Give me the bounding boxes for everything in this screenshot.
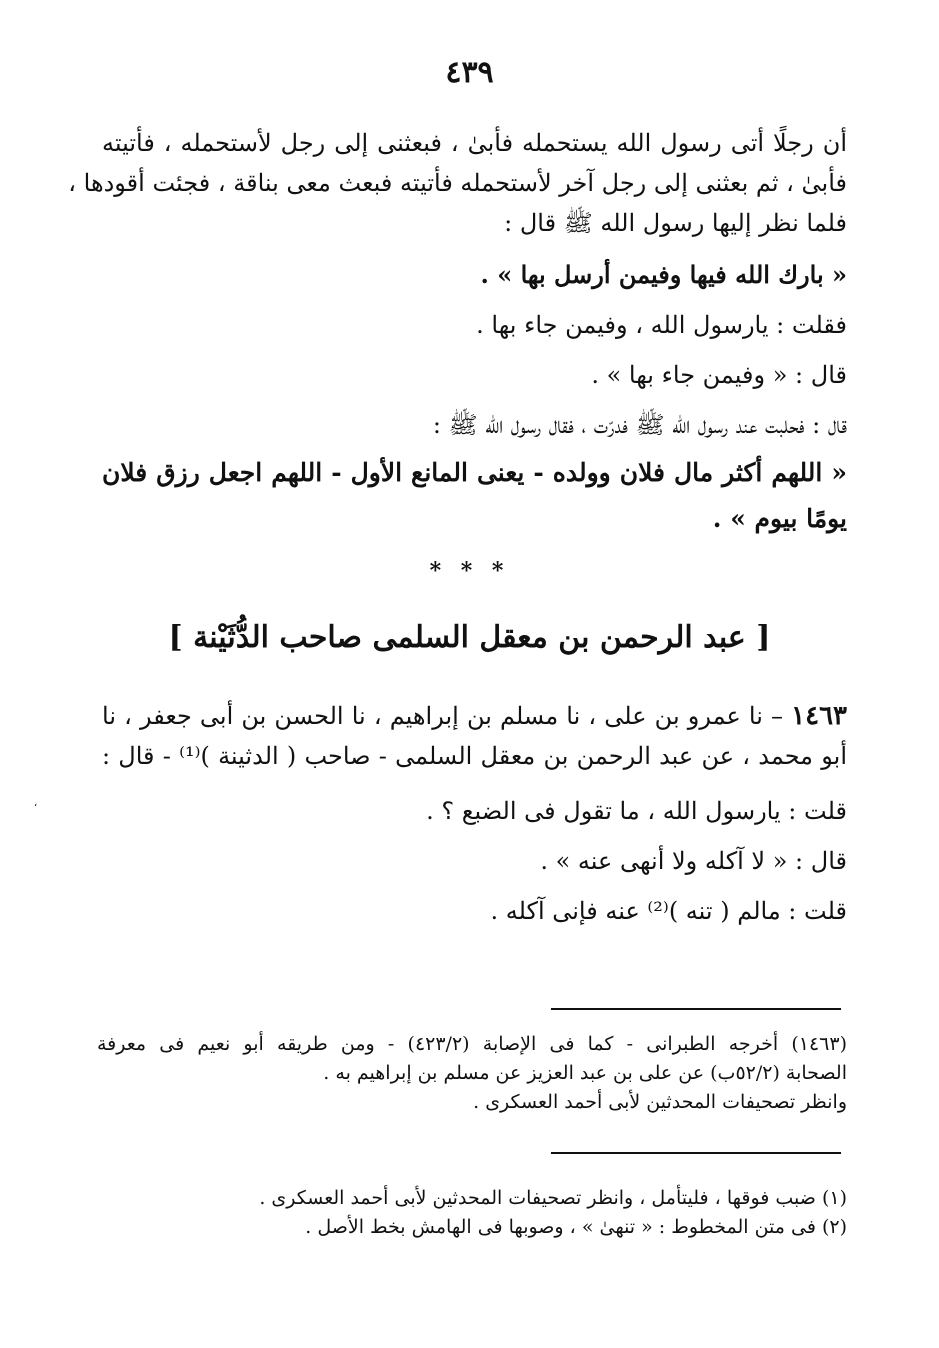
text-line: « اللهم أكثر مال فلان وولده - يعنى المانع الأول - اللهم اجعل رزق فلان bbox=[102, 458, 847, 487]
margin-mark: ، bbox=[34, 798, 38, 809]
isnad-text: – نا عمرو بن على ، نا مسلم بن إبراهيم ، نا الحسن بن أبى جعفر ، نا bbox=[102, 702, 784, 730]
footnote-line: وانظر تصحيفات المحدثين لأبى أحمد العسكرى . bbox=[473, 1091, 847, 1113]
dialogue-block bbox=[102, 250, 847, 450]
footnote-line: (١) ضبب فوقها ، فليتأمل ، وانظر تصحيفات المحدثين لأبى أحمد العسكرى . bbox=[259, 1187, 847, 1209]
prophet-saying: « بارك الله فيها وفيمن أرسل بها » . bbox=[480, 260, 847, 289]
text-line: فقلت : يارسول الله ، وفيمن جاء بها . bbox=[476, 311, 847, 339]
section-separator: * * * bbox=[429, 558, 510, 584]
footnote-line: (٢) فى متن المخطوط : « تنهىٰ » ، وصوبها فى الهامش بخط الأصل . bbox=[305, 1216, 847, 1238]
footnote-divider bbox=[551, 1152, 841, 1154]
prayer-block bbox=[102, 450, 847, 542]
text-line: قال : « وفيمن جاء بها » . bbox=[591, 361, 847, 389]
text-line: يومًا بيوم » . bbox=[712, 504, 847, 533]
text-line: قال : فحلبت عند رسول الله ﷺ فدرّت ، فقال رسول الله ﷺ : bbox=[432, 411, 847, 439]
hadith-number: ١٤٦٣ bbox=[791, 701, 847, 731]
footnote-divider bbox=[551, 1008, 841, 1010]
page-number: ٤٣٩ bbox=[445, 55, 494, 90]
section-title: [ عبد الرحمن بن معقل السلمى صاحب الدُّثَيْنة ] bbox=[168, 620, 771, 655]
text-line: قال : « لا آكله ولا أنهى عنه » . bbox=[540, 847, 847, 875]
intro-paragraph bbox=[68, 123, 847, 243]
text-line: فلما نظر إليها رسول الله ﷺ قال : bbox=[504, 209, 847, 237]
text-line: أن رجلًا أتى رسول الله يستحمله فأبىٰ ، فبعثنى إلى رجل لأستحمله ، فأتيته bbox=[102, 129, 847, 157]
hadith-dialogue bbox=[102, 786, 847, 936]
text-line: فأبىٰ ، ثم بعثنى إلى رجل آخر لأستحمله فأتيته فبعث معى بناقة ، فجئت أقودها ، bbox=[68, 169, 847, 197]
text-line: أبو محمد ، عن عبد الرحمن بن معقل السلمى - صاحب ( الدثينة )⁽¹⁾ - قال : bbox=[102, 742, 847, 770]
text-line: قلت : مالم ( تنه )⁽²⁾ عنه فإنى آكله . bbox=[490, 897, 847, 925]
takhrij-footnote bbox=[97, 1030, 847, 1117]
hadith-isnad bbox=[102, 696, 847, 776]
text-line bbox=[102, 696, 847, 736]
footnote-line: الصحابة (٥٢/٢ب) عن على بن عبد العزيز عن مسلم بن إبراهيم به . bbox=[323, 1062, 847, 1084]
text-line: قلت : يارسول الله ، ما تقول فى الضبع ؟ . bbox=[426, 797, 847, 825]
numbered-footnotes bbox=[97, 1184, 847, 1242]
footnote-line: (١٤٦٣) أخرجه الطبرانى - كما فى الإصابة (٤٢٣/٢) - ومن طريقه أبو نعيم فى معرفة bbox=[97, 1033, 847, 1055]
